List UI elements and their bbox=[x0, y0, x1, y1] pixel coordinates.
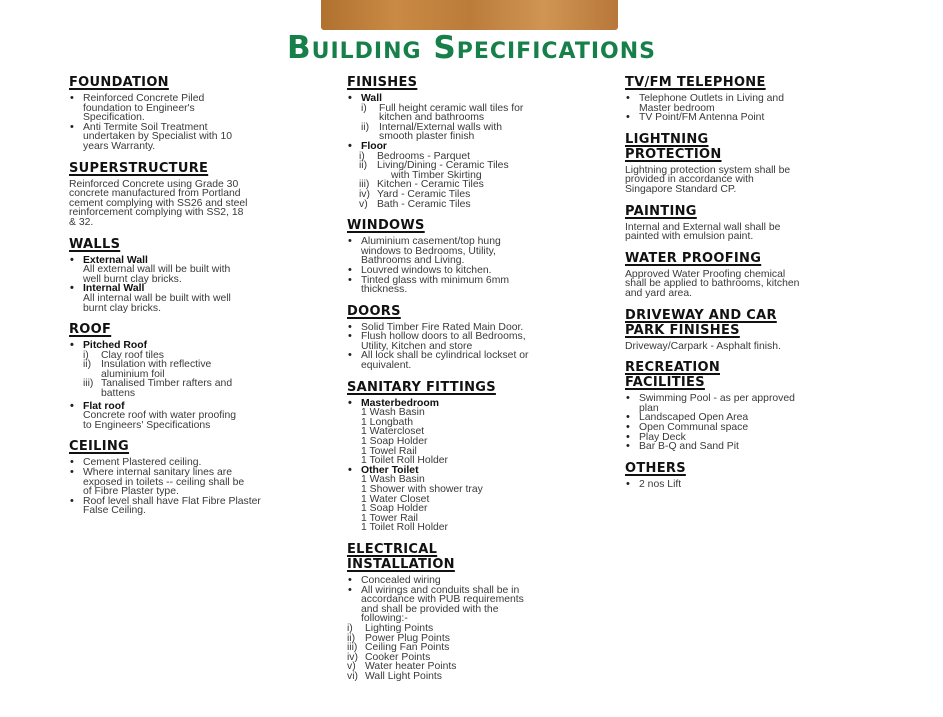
item-number: iv) bbox=[359, 188, 370, 200]
text-line: equivalent. bbox=[361, 360, 412, 372]
item-text: Internal/External walls with bbox=[379, 121, 503, 133]
item-text: Living/Dining - Ceramic Tiles bbox=[377, 160, 509, 172]
list-item: 1 Tower Rail bbox=[361, 512, 418, 524]
text-line: False Ceiling. bbox=[83, 505, 146, 517]
item-number: iii) bbox=[347, 642, 358, 654]
item-text: Cooker Points bbox=[365, 651, 431, 663]
section-lightning-protection bbox=[625, 132, 880, 195]
text-line: Utility, Kitchen and store bbox=[361, 340, 473, 352]
list-item: 1 Wash Basin bbox=[361, 474, 425, 486]
item-number: ii) bbox=[83, 359, 92, 371]
section-windows bbox=[347, 218, 605, 295]
item-text: Ceiling Fan Points bbox=[365, 642, 450, 654]
heading-painting: PAINTING bbox=[625, 203, 697, 219]
paragraph bbox=[625, 223, 880, 242]
text-line: Concrete roof with water proofing bbox=[83, 410, 237, 422]
bullet-item bbox=[347, 332, 605, 351]
item-text: with Timber Skirting bbox=[391, 169, 482, 181]
item-number: vi) bbox=[347, 670, 358, 682]
text-line: • Flush hollow doors to all Bedrooms, bbox=[361, 331, 526, 343]
list bbox=[69, 351, 329, 399]
bullet-item bbox=[347, 237, 605, 266]
text-line: • Concealed wiring bbox=[361, 574, 441, 586]
text-line: • Roof level shall have Flat Fibre Plaster bbox=[83, 495, 261, 507]
bullet-item bbox=[69, 468, 329, 497]
section-ceiling bbox=[69, 439, 329, 516]
text-line: • Anti Termite Soil Treatment bbox=[83, 121, 208, 133]
text-line: burnt clay bricks. bbox=[83, 302, 161, 314]
heading-facilities: FACILITIES bbox=[625, 375, 705, 391]
text-line: • Reinforced Concrete Piled bbox=[83, 93, 205, 104]
section-walls bbox=[69, 237, 329, 314]
text-line: • Play Deck bbox=[639, 431, 686, 443]
list-item: 1 Toilet Roll Holder bbox=[361, 455, 449, 467]
text-line: exposed in toilets -- ceiling shall be bbox=[83, 476, 245, 488]
section-others bbox=[625, 461, 880, 490]
subheading-internal-wall: • Internal Wall bbox=[69, 284, 329, 294]
text-line: to Engineers' Specifications bbox=[83, 419, 211, 431]
bullet-item bbox=[69, 497, 329, 516]
page-title: Building Specifications bbox=[286, 30, 657, 66]
heading-windows: WINDOWS bbox=[347, 218, 425, 234]
item-text: Lighting Points bbox=[365, 622, 434, 634]
list-item: 1 Soap Holder bbox=[361, 436, 428, 448]
list bbox=[347, 624, 605, 682]
text-line: Specification. bbox=[83, 112, 145, 124]
list-item: 1 Watercloset bbox=[361, 426, 425, 438]
section-doors bbox=[347, 304, 605, 371]
list-item: 1 Soap Holder bbox=[361, 503, 428, 515]
section-sanitary-fittings bbox=[347, 380, 605, 533]
heading-finishes: FINISHES bbox=[347, 75, 418, 90]
item-text: kitchen and bathrooms bbox=[379, 112, 485, 124]
subheading-flat-roof: • Flat roof bbox=[69, 402, 329, 412]
text-line: painted with emulsion paint. bbox=[625, 231, 754, 243]
item-text: battens bbox=[101, 388, 136, 400]
heading-ceiling: CEILING bbox=[69, 439, 130, 455]
text-line: • Solid Timber Fire Rated Main Door. bbox=[361, 321, 524, 333]
list-item: 1 Longbath bbox=[361, 416, 414, 428]
bullet-item bbox=[69, 123, 329, 152]
text-line: • All lock shall be cylindrical lockset or bbox=[361, 350, 529, 362]
item-number: i) bbox=[83, 349, 89, 361]
item-text: Wall Light Points bbox=[365, 670, 443, 682]
item-number: i) bbox=[361, 102, 367, 114]
list-item: 1 Water Closet bbox=[361, 493, 430, 505]
text-line: plan bbox=[639, 402, 659, 414]
heading-electrical: ELECTRICAL bbox=[347, 541, 438, 557]
text-line: following:- bbox=[361, 613, 408, 625]
section-tv-fm-telephone bbox=[625, 75, 880, 123]
heading-foundation: FOUNDATION bbox=[69, 75, 169, 90]
item-number: v) bbox=[359, 198, 368, 210]
item-text: Water heater Points bbox=[365, 661, 457, 673]
bullet-item bbox=[625, 442, 880, 452]
item-number: iii) bbox=[83, 378, 94, 390]
text-line: • Bar B-Q and Sand Pit bbox=[639, 441, 739, 453]
heading-doors: DOORS bbox=[347, 303, 401, 319]
heading-walls: WALLS bbox=[69, 236, 121, 252]
item-text: Power Plug Points bbox=[365, 632, 450, 644]
column-right bbox=[625, 75, 880, 498]
heading-others: OTHERS bbox=[625, 460, 686, 476]
text-line: well burnt clay bricks. bbox=[83, 273, 182, 285]
section-painting bbox=[625, 204, 880, 242]
list bbox=[347, 152, 605, 210]
text-line: • Aluminium casement/top hung bbox=[361, 236, 501, 248]
subheading-floor: • Floor bbox=[347, 142, 605, 152]
wood-panel bbox=[321, 0, 618, 30]
item-text: Bath - Ceramic Tiles bbox=[377, 198, 471, 210]
text-line: • TV Point/FM Antenna Point bbox=[639, 112, 765, 124]
text-line: Approved Water Proofing chemical bbox=[625, 268, 786, 280]
bullet-item bbox=[625, 480, 880, 490]
text-line: and yard area. bbox=[625, 287, 693, 299]
text-line: shall be applied to bathrooms, kitchen bbox=[625, 278, 800, 290]
text-line: & 32. bbox=[69, 216, 94, 228]
paragraph bbox=[69, 294, 329, 313]
text-line: • Swimming Pool - as per approved bbox=[639, 393, 795, 405]
list-item: 1 Toilet Roll Holder bbox=[361, 522, 449, 534]
item-number: ii) bbox=[359, 160, 368, 172]
text-line: accordance with PUB requirements bbox=[361, 594, 524, 606]
item-number: ii) bbox=[361, 121, 370, 133]
heading-water-proofing: WATER PROOFING bbox=[625, 250, 762, 266]
text-line: cement complying with SS26 and steel bbox=[69, 197, 248, 209]
item-number: iii) bbox=[359, 179, 370, 191]
section-driveway bbox=[625, 308, 880, 352]
text-line: Internal and External wall shall be bbox=[625, 221, 781, 233]
text-line: • 2 nos Lift bbox=[639, 478, 682, 490]
text-line: All internal wall be built with well bbox=[83, 292, 231, 304]
item-number: ii) bbox=[347, 632, 356, 644]
subheading-wall: • Wall bbox=[347, 94, 605, 104]
paragraph bbox=[69, 180, 329, 228]
subheading-masterbedroom: • Masterbedroom bbox=[347, 399, 605, 409]
bullet-item bbox=[347, 586, 605, 624]
text-line: thickness. bbox=[361, 284, 408, 296]
text-line: • Open Communal space bbox=[639, 421, 749, 433]
paragraph bbox=[625, 342, 880, 352]
subheading-other-toilet: • Other Toilet bbox=[347, 466, 605, 476]
heading-protection: PROTECTION bbox=[625, 146, 722, 162]
item-number: v) bbox=[347, 661, 356, 673]
bullet-item bbox=[347, 276, 605, 295]
list-item bbox=[359, 200, 605, 210]
item-text: Bedrooms - Parquet bbox=[377, 150, 470, 162]
list-item: 1 Shower with shower tray bbox=[361, 484, 483, 495]
list-item bbox=[347, 672, 605, 682]
text-line: provided in accordance with bbox=[625, 174, 754, 186]
text-line: • Landscaped Open Area bbox=[639, 412, 749, 424]
text-line: Reinforced Concrete using Grade 30 bbox=[69, 178, 239, 190]
section-water-proofing bbox=[625, 251, 880, 299]
bullet-item bbox=[625, 394, 880, 413]
item-number: i) bbox=[359, 150, 365, 162]
text-line: Lightning protection system shall be bbox=[625, 164, 791, 176]
text-line: Master bedroom bbox=[639, 102, 715, 114]
subheading-pitched-roof: • Pitched Roof bbox=[69, 341, 329, 351]
text-line: undertaken by Specialist with 10 bbox=[83, 131, 233, 143]
heading-recreation: RECREATION bbox=[625, 360, 721, 376]
bullet-item bbox=[625, 94, 880, 113]
paragraph bbox=[625, 270, 880, 299]
section-recreation-facilities bbox=[625, 360, 880, 452]
heading-tv-fm-telephone: TV/FM TELEPHONE bbox=[625, 75, 766, 90]
text-line: foundation to Engineer's bbox=[83, 102, 195, 114]
heading-sanitary-fittings: SANITARY FITTINGS bbox=[347, 379, 496, 395]
text-line: • Louvred windows to kitchen. bbox=[361, 264, 492, 276]
heading-installation: INSTALLATION bbox=[347, 556, 455, 572]
heading-lightning: LIGHTNING bbox=[625, 131, 709, 147]
item-text: Yard - Ceramic Tiles bbox=[377, 188, 471, 200]
bullet-item bbox=[69, 94, 329, 123]
section-electrical-installation bbox=[347, 542, 605, 682]
section-finishes bbox=[347, 75, 605, 209]
paragraph bbox=[625, 166, 880, 195]
text-line: All external wall will be built with bbox=[83, 264, 231, 276]
subheading-external-wall: • External Wall bbox=[69, 256, 329, 266]
list bbox=[347, 475, 605, 533]
heading-driveway: DRIVEWAY AND CAR bbox=[625, 307, 777, 323]
text-line: • All wirings and conduits shall be in bbox=[361, 584, 520, 596]
item-text: smooth plaster finish bbox=[379, 131, 475, 143]
paragraph bbox=[69, 411, 329, 430]
item-text: Full height ceramic wall tiles for bbox=[379, 102, 524, 114]
item-number: i) bbox=[347, 622, 353, 634]
item-number: iv) bbox=[347, 651, 358, 663]
item-text: aluminium foil bbox=[101, 368, 165, 380]
bullet-item bbox=[347, 351, 605, 370]
text-line: • Telephone Outlets in Living and bbox=[639, 93, 784, 104]
list bbox=[347, 104, 605, 142]
item-text: Tanalised Timber rafters and bbox=[101, 378, 233, 390]
item-text: Clay roof tiles bbox=[101, 349, 164, 361]
item-text: Insulation with reflective bbox=[101, 359, 212, 371]
heading-park-finishes: PARK FINISHES bbox=[625, 322, 740, 338]
heading-roof: ROOF bbox=[69, 322, 112, 338]
section-superstructure bbox=[69, 161, 329, 228]
text-line: windows to Bedrooms, Utility, bbox=[361, 245, 496, 257]
text-line: Singapore Standard CP. bbox=[625, 183, 737, 195]
paragraph bbox=[69, 265, 329, 284]
section-roof bbox=[69, 322, 329, 430]
text-line: • Tinted glass with minimum 6mm bbox=[361, 274, 510, 286]
bullet-item bbox=[625, 113, 880, 123]
list bbox=[347, 408, 605, 466]
text-line: concrete manufactured from Portland bbox=[69, 188, 241, 200]
text-line: • Where internal sanitary lines are bbox=[83, 467, 233, 479]
heading-superstructure: SUPERSTRUCTURE bbox=[69, 160, 209, 176]
text-line: of Fibre Plaster type. bbox=[83, 486, 179, 498]
item-text: Kitchen - Ceramic Tiles bbox=[377, 179, 484, 191]
text-line: and shall be provided with the bbox=[361, 603, 499, 615]
section-foundation bbox=[69, 75, 329, 152]
list-item: 1 Wash Basin bbox=[361, 407, 425, 419]
text-line: Bathrooms and Living. bbox=[361, 255, 465, 267]
text-line: reinforcement complying with SS2, 18 bbox=[69, 207, 244, 219]
list-item: 1 Towel Rail bbox=[361, 445, 417, 457]
text-line: Driveway/Carpark - Asphalt finish. bbox=[625, 340, 781, 352]
text-line: years Warranty. bbox=[83, 140, 156, 152]
text-line: • Cement Plastered ceiling. bbox=[83, 457, 202, 469]
column-middle bbox=[347, 75, 605, 691]
column-left bbox=[69, 75, 329, 525]
